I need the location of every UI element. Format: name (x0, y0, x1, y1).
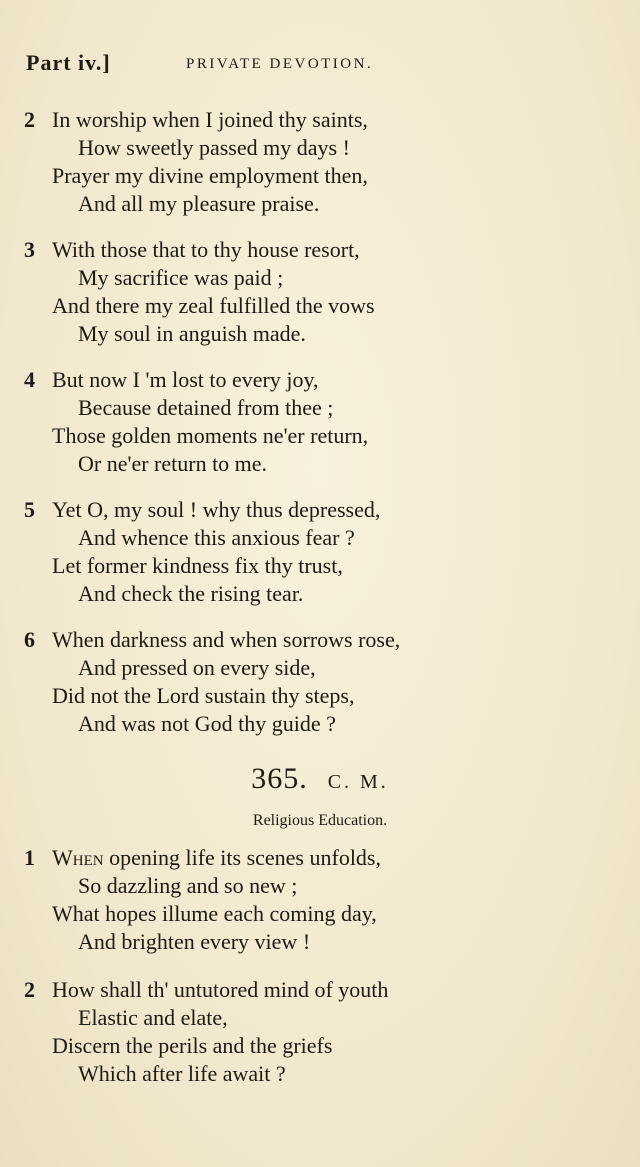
verse-line: What hopes illume each coming day, (52, 901, 377, 926)
verse-line: And all my pleasure praise. (78, 191, 320, 216)
verse-line: Discern the perils and the griefs (52, 1033, 333, 1058)
verse-line: Because detained from thee ; (78, 395, 334, 420)
stanza (24, 366, 614, 478)
verse-line: And there my zeal fulfilled the vows (52, 293, 375, 318)
stanza-number: 6 (24, 627, 35, 652)
stanza (24, 106, 614, 218)
stanza-number: 2 (24, 107, 35, 132)
verse-line: opening life its scenes unfolds, (103, 845, 381, 870)
hymn-number: 365. (251, 762, 308, 795)
stanza-number: 3 (24, 237, 35, 262)
stanza-number: 2 (24, 977, 35, 1002)
verse-line: And check the rising tear. (78, 581, 304, 606)
verse-line: How sweetly passed my days ! (78, 135, 350, 160)
verse-line: Yet O, my soul ! why thus depressed, (52, 497, 381, 522)
verse-line: Or ne'er return to me. (78, 451, 268, 476)
verse-line: When darkness and when sorrows rose, (52, 627, 401, 652)
stanza (24, 976, 614, 1088)
verse-line: Prayer my divine employment then, (52, 163, 368, 188)
verse-line: But now I 'm lost to every joy, (52, 367, 319, 392)
verse-line: How shall th' untutored mind of youth (52, 977, 389, 1002)
stanza (24, 626, 614, 738)
verse-line: Those golden moments ne'er return, (52, 423, 369, 448)
verse-line: And pressed on every side, (78, 655, 316, 680)
stanza (24, 496, 614, 608)
verse-line: Which after life await ? (78, 1061, 286, 1086)
hymn-heading (0, 762, 640, 796)
stanza-number: 1 (24, 845, 35, 870)
verse-line: Did not the Lord sustain thy steps, (52, 683, 355, 708)
stanza-number: 5 (24, 497, 35, 522)
page-header (26, 50, 620, 80)
verse-line: My sacrifice was paid ; (78, 265, 284, 290)
verse-line: In worship when I joined thy saints, (52, 107, 368, 132)
stanza (24, 236, 614, 348)
hymn-subtitle: Religious Education. (252, 812, 388, 829)
verse-line: And whence this anxious fear ? (78, 525, 355, 550)
verse-line: My soul in anguish made. (78, 321, 306, 346)
verse-line: And brighten every view ! (78, 929, 311, 954)
stanza-number: 4 (24, 367, 35, 392)
verse-line: And was not God thy guide ? (78, 711, 336, 736)
verse-first-word: When (52, 845, 104, 870)
hymn-meter: C. M. (327, 771, 389, 793)
verse-line: So dazzling and so new ; (78, 873, 298, 898)
verse-line: Let former kindness fix thy trust, (52, 553, 343, 578)
stanza (24, 844, 614, 956)
verse-line: With those that to thy house resort, (52, 237, 360, 262)
verse-line: Elastic and elate, (78, 1005, 228, 1030)
running-title: PRIVATE DEVOTION. (186, 56, 374, 72)
part-label: Part iv.] (26, 50, 111, 75)
